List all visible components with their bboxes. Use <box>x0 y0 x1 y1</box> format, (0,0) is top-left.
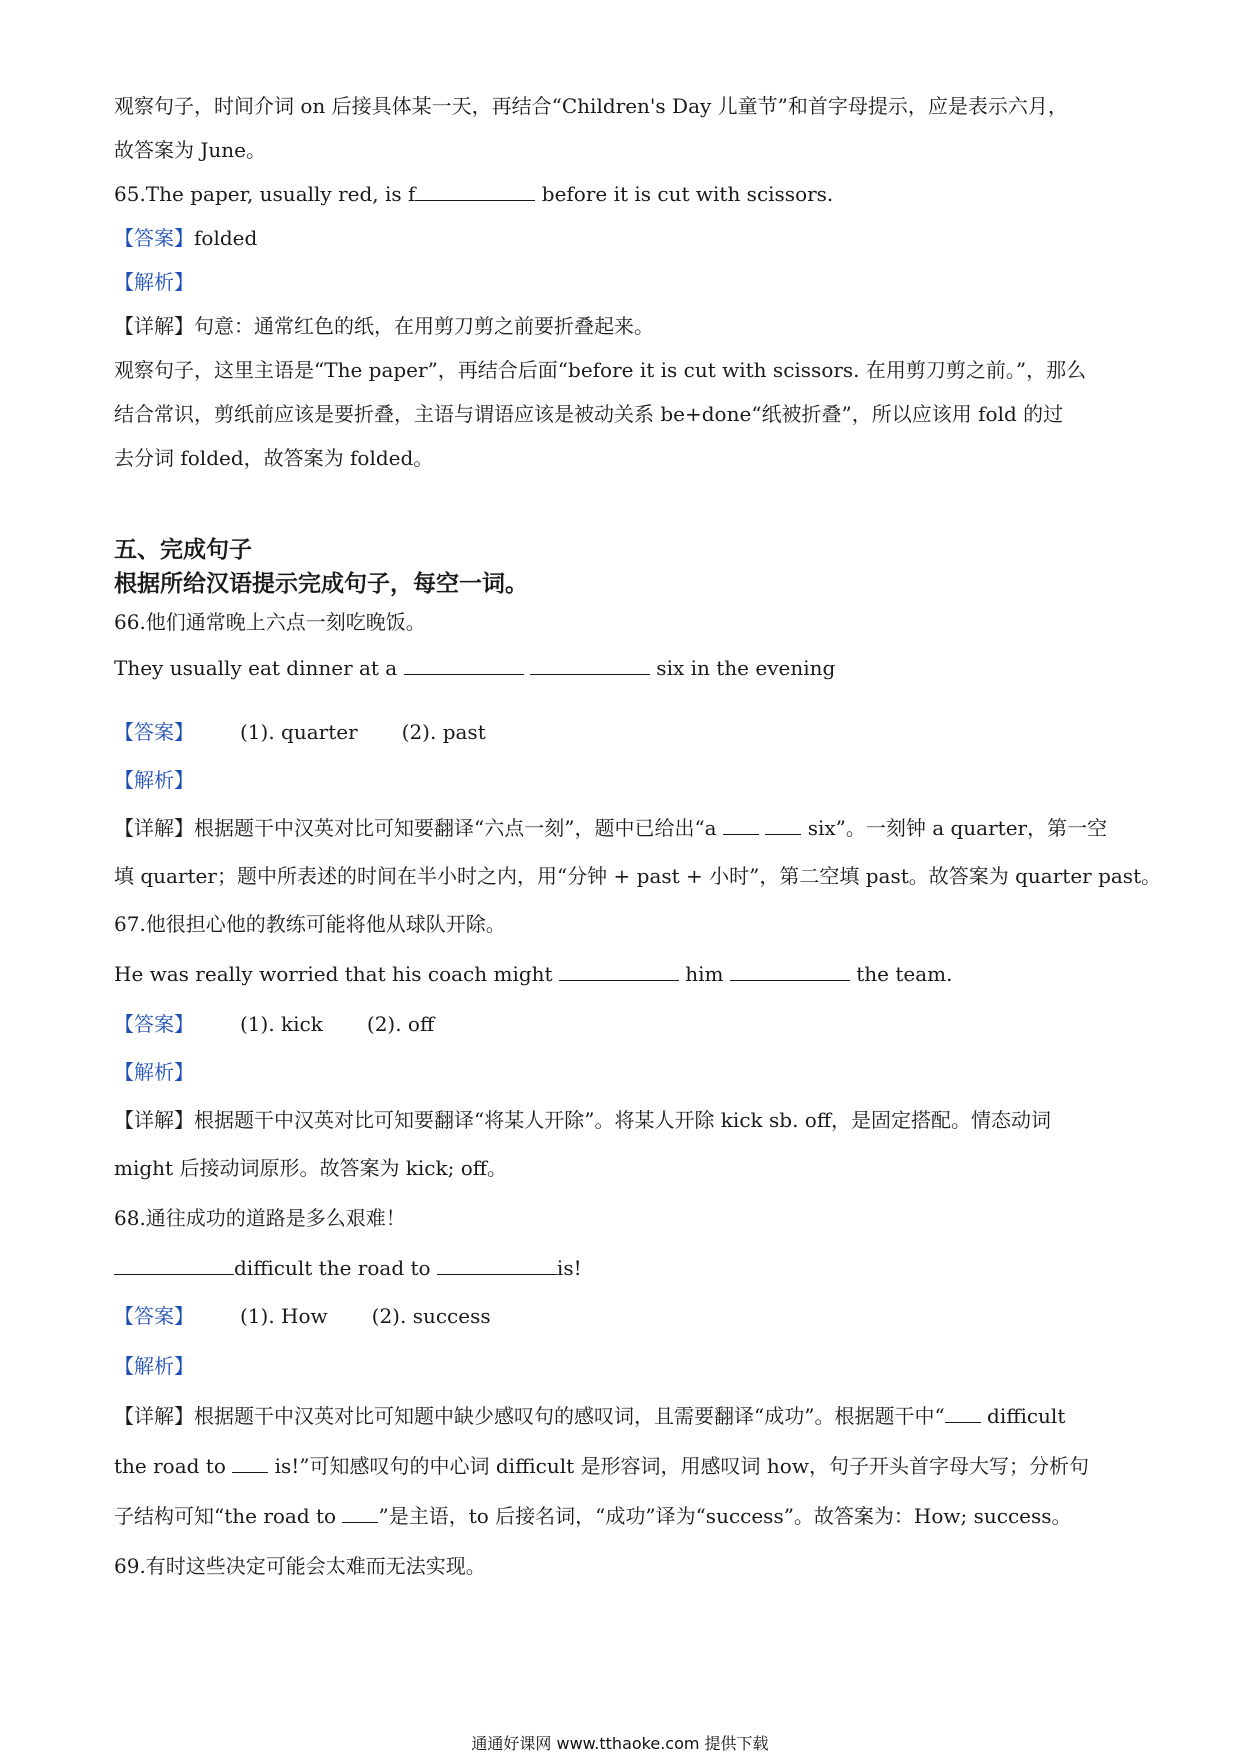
question-68 <box>114 1254 1140 1282</box>
detail-67 <box>114 1106 1140 1134</box>
analysis-tag: 【解析】 <box>114 1060 194 1084</box>
question-69-chinese: 69.有时这些决定可能会太难而无法实现。 <box>114 1554 486 1578</box>
answer-blank <box>723 814 759 835</box>
answer-text: folded <box>194 226 258 250</box>
detail-text: is!”可知感叹句的中心词 difficult 是形容词，用感叹词 how，句子开头首字母大写；分析句 <box>268 1454 1089 1478</box>
detail-text: ”是主语，to 后接名词，“成功”译为“success”。故答案为：How; success。 <box>378 1504 1072 1528</box>
answer-blank <box>530 654 650 675</box>
question-67-chinese: 67.他很担心他的教练可能将他从球队开除。 <box>114 912 506 936</box>
answer-blank <box>945 1402 981 1423</box>
detail-text: 句意：通常红色的纸，在用剪刀剪之前要折叠起来。 <box>194 314 654 338</box>
paragraph-line: 故答案为 June。 <box>114 138 266 162</box>
answer-part: (1). quarter <box>240 720 358 744</box>
question-text: the team. <box>849 962 953 986</box>
question-66-chinese: 66.他们通常晚上六点一刻吃晚饭。 <box>114 610 426 634</box>
answer-67 <box>114 1010 1140 1038</box>
question-text: 65.The paper, usually red, is f <box>114 182 416 206</box>
paragraph-line: 去分词 folded，故答案为 folded。 <box>114 446 434 470</box>
answer-blank <box>114 1254 234 1275</box>
answer-blank <box>559 960 679 981</box>
paragraph-line: 填 quarter；题中所表述的时间在半小时之内，用“分钟 + past + 小时”，第二空填 past。故答案为 quarter past。 <box>114 864 1162 888</box>
question-68-chinese: 68.通往成功的道路是多么艰难！ <box>114 1206 406 1230</box>
answer-blank <box>765 814 801 835</box>
analysis-tag: 【解析】 <box>114 768 194 792</box>
detail-tag: 【详解】 <box>114 816 194 840</box>
detail-tag: 【详解】 <box>114 1108 194 1132</box>
detail-text: 子结构可知“the road to <box>114 1504 343 1528</box>
question-text: They usually eat dinner at a <box>114 656 404 680</box>
answer-part: (1). How <box>240 1304 328 1328</box>
question-text: before it is cut with scissors. <box>535 182 834 206</box>
answer-blank <box>342 1502 378 1523</box>
detail-68 <box>114 1402 1140 1430</box>
answer-blank <box>232 1452 268 1473</box>
detail-66 <box>114 814 1140 842</box>
detail-text: 根据题干中汉英对比可知题中缺少感叹句的感叹词，且需要翻译“成功”。根据题干中“ <box>194 1404 945 1428</box>
detail-65 <box>114 312 1140 340</box>
answer-66 <box>114 718 1140 746</box>
answer-part: (2). success <box>371 1304 491 1328</box>
paragraph-line: might 后接动词原形。故答案为 kick; off。 <box>114 1156 507 1180</box>
question-67 <box>114 960 1140 988</box>
answer-tag: 【答案】 <box>114 226 194 250</box>
analysis-tag: 【解析】 <box>114 270 194 294</box>
answer-blank <box>404 654 524 675</box>
answer-tag: 【答案】 <box>114 1012 194 1036</box>
answer-tag: 【答案】 <box>114 720 194 744</box>
detail-tag: 【详解】 <box>114 1404 194 1428</box>
section-title: 五、完成句子 <box>114 537 252 563</box>
answer-tag: 【答案】 <box>114 1304 194 1328</box>
detail-text: the road to <box>114 1454 233 1478</box>
answer-blank <box>415 180 535 201</box>
paragraph-line: 观察句子，这里主语是“The paper”，再结合后面“before it is cut with scissors. 在用剪刀剪之前。”，那么 <box>114 358 1087 382</box>
answer-65 <box>114 224 1140 252</box>
question-text: him <box>678 962 730 986</box>
detail-68-line3 <box>114 1502 1140 1530</box>
analysis-tag: 【解析】 <box>114 1354 194 1378</box>
page-footer: 通通好课网 www.tthaoke.com 提供下载 <box>471 1734 769 1753</box>
detail-68-line2 <box>114 1452 1140 1480</box>
question-65 <box>114 180 1140 208</box>
detail-text: 根据题干中汉英对比可知要翻译“六点一刻”，题中已给出“a <box>194 816 717 840</box>
question-text: is! <box>556 1256 582 1280</box>
answer-part: (1). kick <box>240 1012 323 1036</box>
question-text: difficult the road to <box>234 1256 437 1280</box>
detail-tag: 【详解】 <box>114 314 194 338</box>
section-instruction: 根据所给汉语提示完成句子，每空一词。 <box>114 571 528 597</box>
question-text: He was really worried that his coach might <box>114 962 559 986</box>
question-text: six in the evening <box>649 656 836 680</box>
detail-text: six”。一刻钟 a quarter，第一空 <box>807 816 1108 840</box>
answer-blank <box>437 1254 557 1275</box>
answer-blank <box>730 960 850 981</box>
detail-text: 根据题干中汉英对比可知要翻译“将某人开除”。将某人开除 kick sb. off，是固定搭配。情态动词 <box>194 1108 1052 1132</box>
question-66 <box>114 654 1140 682</box>
detail-text: difficult <box>980 1404 1066 1428</box>
answer-part: (2). past <box>401 720 486 744</box>
paragraph-line: 结合常识，剪纸前应该是要折叠，主语与谓语应该是被动关系 be+done“纸被折叠”，所以应该用 fold 的过 <box>114 402 1064 426</box>
paragraph-line: 观察句子，时间介词 on 后接具体某一天，再结合“Children's Day 儿童节”和首字母提示，应是表示六月， <box>114 94 1068 118</box>
answer-part: (2). off <box>366 1012 435 1036</box>
answer-68 <box>114 1302 1140 1330</box>
